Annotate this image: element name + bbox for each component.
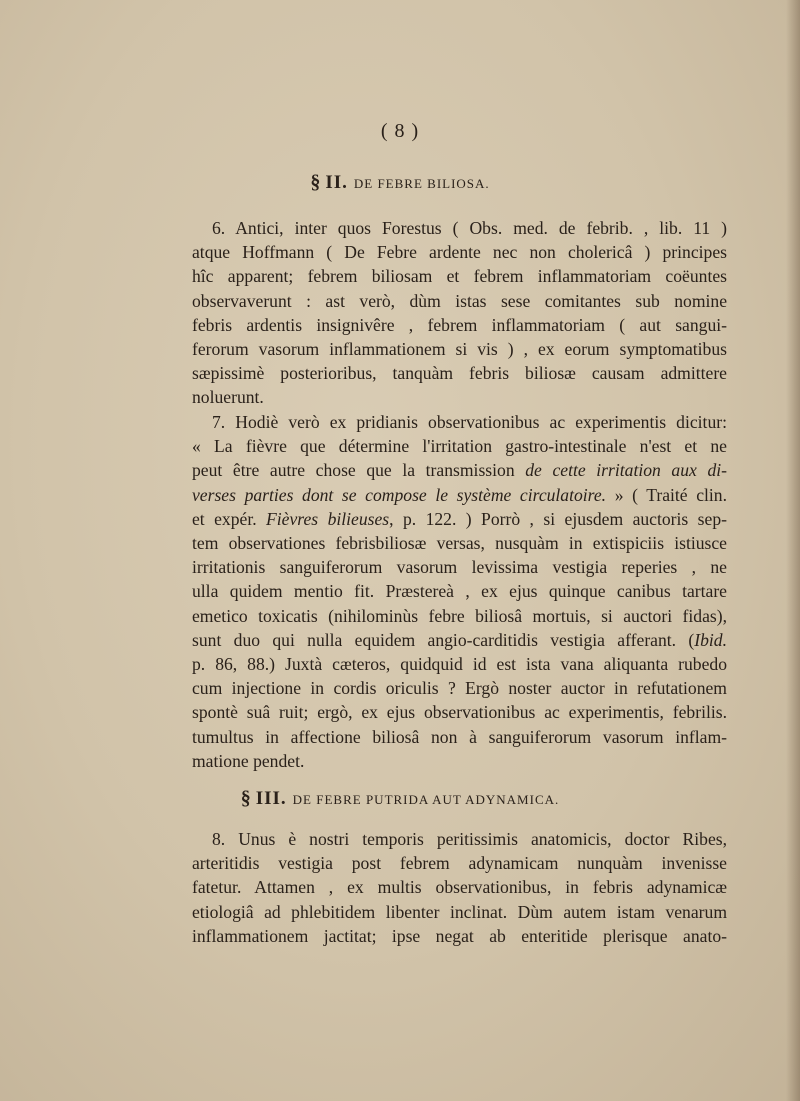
section-heading-febre-biliosa <box>0 171 800 194</box>
text-italic: verses parties dont se compose le système circulatoire. <box>192 484 607 505</box>
text-line: inflammationem jactitat; ipse negat ab enteritide plerisque anato- <box>192 925 727 946</box>
text-line: arteritidis vestigia post febrem adynamicam nunquàm invenisse <box>192 853 727 874</box>
text-line: emetico toxicatis (nihilominùs febre biliosâ mortuis, si auctori fidas), <box>192 605 727 626</box>
section-number: III. <box>255 788 287 809</box>
section-sign: § <box>240 787 252 809</box>
paragraph-7 <box>192 410 727 773</box>
paragraph-6 <box>192 216 727 410</box>
text-line: tumultus in affectione biliosâ non à sanguiferorum vasorum inflam- <box>192 726 727 747</box>
text-line: atque Hoffmann ( De Febre ardente nec non cholericâ ) principes <box>192 242 727 263</box>
text-line <box>192 628 727 652</box>
section-number: II. <box>325 172 348 193</box>
section-title: DE FEBRE PUTRIDA AUT ADYNAMICA. <box>292 792 560 807</box>
text-line: irritationis sanguiferorum vasorum levissima vestigia reperies , ne <box>192 557 727 578</box>
text-plain: et expér. <box>192 508 257 529</box>
paragraph-8 <box>192 827 727 948</box>
text-line: febris ardentis insignivêre , febrem inflammatoriam ( aut sangui- <box>192 314 727 335</box>
text-line: tem observationes febrisbiliosæ versas, nusquàm in extispiciis istiusce <box>192 533 727 554</box>
page-edge-shadow <box>786 0 800 1101</box>
text-line: p. 86, 88.) Juxtà cæteros, quidquid id est ista vana aliquanta rubedo <box>192 654 727 675</box>
text-line: ferorum vasorum inflammationem si vis ) , ex eorum symptomatibus <box>192 339 727 360</box>
text-line: observaverunt : ast verò, dùm istas sese comitantes sub nomine <box>192 290 727 311</box>
text-line: matione pendet. <box>192 750 305 771</box>
text-line: 7. Hodiè verò ex pridianis observationibus ac experimentis dicitur: <box>212 412 727 432</box>
text-line: ulla quidem mentio fit. Præstereà , ex ejus quinque canibus tartare <box>192 581 727 602</box>
text-plain: , p. 122. ) Porrò , si ejusdem auctoris sep- <box>389 508 727 529</box>
text-line: hîc apparent; febrem biliosam et febrem inflammatoriam coëuntes <box>192 266 727 287</box>
text-plain: sunt duo qui nulla equidem angio-carditidis vestigia afferant. ( <box>192 629 695 650</box>
section-title: DE FEBRE BILIOSA. <box>353 176 490 191</box>
text-plain: » ( Traité clin. <box>614 484 727 505</box>
text-italic: de cette irritation aux di- <box>525 460 727 481</box>
text-line <box>192 483 727 507</box>
text-line: 6. Antici, inter quos Forestus ( Obs. med. de febrib. , lib. 11 ) <box>212 218 727 238</box>
text-italic: Ibid. <box>694 629 727 650</box>
text-line: fatetur. Attamen , ex multis observationibus, in febris adynamicæ <box>192 877 727 898</box>
section-heading-febre-putrida <box>0 787 800 810</box>
text-line: 8. Unus è nostri temporis peritissimis anatomicis, doctor Ribes, <box>212 829 727 849</box>
text-plain: peut être autre chose que la transmission <box>192 460 515 481</box>
text-line: etiologiâ ad phlebitidem libenter inclinat. Dùm autem istam venarum <box>192 901 727 922</box>
text-line: spontè suâ ruit; ergò, ex ejus observationibus ac experimentis, febrilis. <box>192 702 727 723</box>
text-line <box>192 507 727 531</box>
section-sign: § <box>310 171 322 193</box>
text-line: noluerunt. <box>192 387 264 408</box>
text-italic: Fièvres bilieuses <box>266 508 390 529</box>
text-line <box>192 458 727 482</box>
text-line: cum injectione in cordis oriculis ? Ergò noster auctor in refutationem <box>192 678 727 699</box>
page-number: ( 8 ) <box>380 120 420 142</box>
text-line: sæpissimè posterioribus, tanquàm febris biliosæ causam admittere <box>192 363 727 384</box>
text-line: « La fièvre que détermine l'irritation gastro-intestinale n'est et ne <box>192 436 727 457</box>
